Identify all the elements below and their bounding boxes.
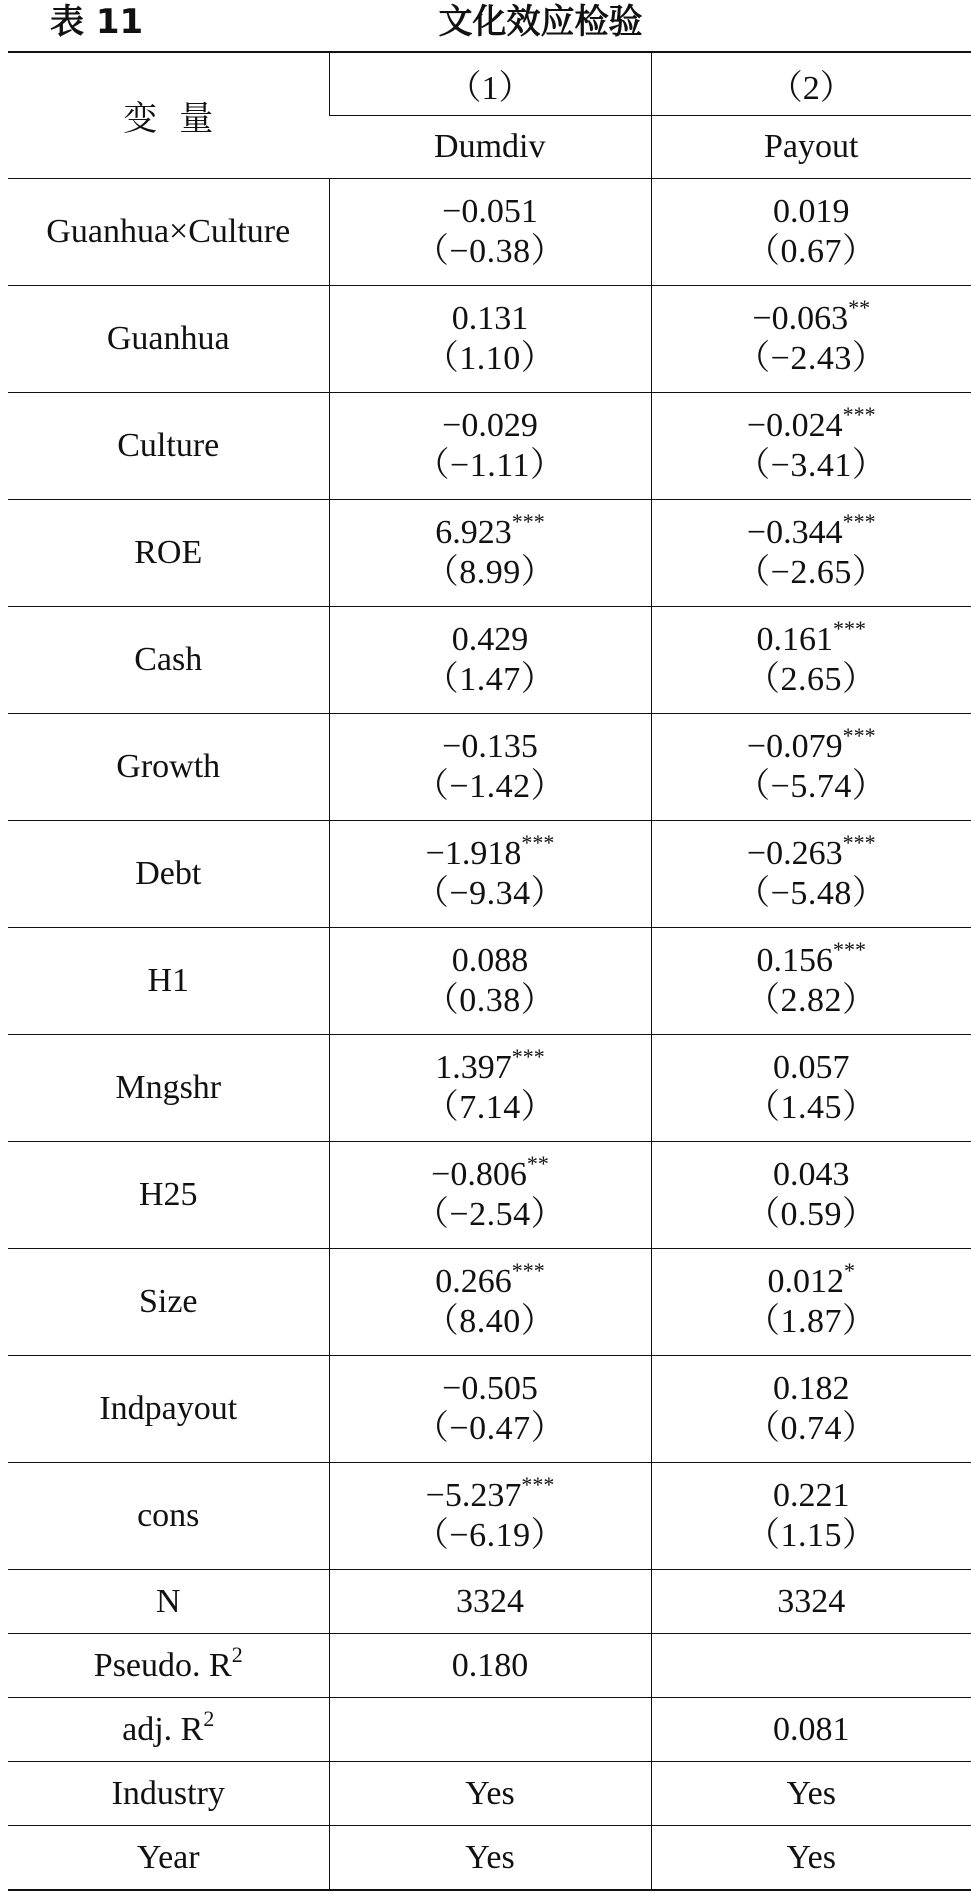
t-statistic: （1.45） bbox=[746, 1089, 877, 1126]
coefficient-line bbox=[330, 509, 651, 553]
summary-value: Yes bbox=[651, 1826, 971, 1891]
estimate-cell bbox=[651, 821, 971, 928]
t-statistic: （7.14） bbox=[424, 1089, 556, 1126]
significance-stars: *** bbox=[511, 1258, 545, 1283]
estimate-cell bbox=[651, 1142, 971, 1249]
estimate-cell bbox=[329, 714, 651, 821]
estimate-cell bbox=[651, 286, 971, 393]
coefficient-line bbox=[330, 406, 651, 446]
estimate-cell bbox=[651, 607, 971, 714]
t-statistic: （0.38） bbox=[424, 982, 556, 1019]
coefficient-line bbox=[652, 1258, 971, 1302]
coefficient-line bbox=[330, 1044, 651, 1088]
table-row bbox=[8, 1142, 971, 1249]
estimate-cell bbox=[651, 500, 971, 607]
summary-label bbox=[8, 1634, 329, 1698]
coefficient: −0.806 bbox=[431, 1156, 527, 1193]
coefficient: −0.135 bbox=[442, 728, 538, 765]
variable-header: 变量 bbox=[8, 52, 329, 179]
coefficient: −0.505 bbox=[442, 1370, 538, 1407]
summary-value: Yes bbox=[329, 1826, 651, 1891]
t-statistic: （−6.19） bbox=[414, 1517, 566, 1554]
t-statistic: （0.74） bbox=[746, 1410, 877, 1447]
coefficient-line bbox=[652, 830, 971, 874]
summary-value: Yes bbox=[651, 1762, 971, 1826]
coefficient-line bbox=[330, 727, 651, 767]
table-row bbox=[8, 1356, 971, 1463]
variable-name: cons bbox=[8, 1463, 329, 1570]
coefficient: 0.012 bbox=[767, 1263, 844, 1300]
coefficient: −0.051 bbox=[442, 193, 538, 230]
coefficient: −0.024 bbox=[746, 407, 843, 444]
table-row bbox=[8, 714, 971, 821]
table-row bbox=[8, 393, 971, 500]
t-statistic: （1.15） bbox=[746, 1517, 877, 1554]
coefficient-line bbox=[330, 830, 651, 874]
summary-label-text: Pseudo. R bbox=[93, 1646, 232, 1684]
column-number: （2） bbox=[651, 52, 971, 116]
summary-label-text: Year bbox=[136, 1838, 200, 1876]
coefficient: 1.397 bbox=[435, 1049, 512, 1086]
estimate-cell bbox=[329, 286, 651, 393]
regression-table bbox=[8, 51, 971, 1891]
table-number: 表 11 bbox=[50, 2, 144, 42]
t-statistic: （−2.65） bbox=[736, 554, 887, 591]
coefficient-line bbox=[330, 299, 651, 339]
superscript: 2 bbox=[203, 1705, 215, 1731]
coefficient: 0.131 bbox=[451, 300, 529, 337]
estimate-cell bbox=[329, 1463, 651, 1570]
variable-name: Culture bbox=[8, 393, 329, 500]
significance-stars: ** bbox=[526, 1151, 549, 1176]
summary-row bbox=[8, 1570, 971, 1634]
t-statistic: （−2.43） bbox=[736, 340, 887, 377]
coefficient-line bbox=[652, 1369, 971, 1409]
significance-stars: *** bbox=[842, 723, 876, 748]
significance-stars: *** bbox=[511, 1044, 545, 1069]
t-statistic: （−0.47） bbox=[414, 1410, 566, 1447]
summary-value bbox=[329, 1698, 651, 1762]
table-body bbox=[8, 52, 971, 1890]
table-row bbox=[8, 1463, 971, 1570]
table-title: 文化效应检验 bbox=[438, 2, 643, 42]
t-statistic: （1.10） bbox=[424, 340, 556, 377]
estimate-cell bbox=[651, 1249, 971, 1356]
coefficient: −5.237 bbox=[425, 1477, 522, 1514]
coefficient-line bbox=[652, 295, 971, 339]
estimate-cell bbox=[329, 500, 651, 607]
significance-stars: *** bbox=[521, 830, 555, 855]
estimate-cell bbox=[651, 928, 971, 1035]
variable-name: Cash bbox=[8, 607, 329, 714]
variable-name: H1 bbox=[8, 928, 329, 1035]
coefficient-line bbox=[652, 1155, 971, 1195]
coefficient: −0.029 bbox=[442, 407, 538, 444]
summary-label-text: Industry bbox=[111, 1774, 225, 1812]
coefficient-line bbox=[330, 1369, 651, 1409]
coefficient: −0.079 bbox=[746, 728, 843, 765]
estimate-cell bbox=[651, 1356, 971, 1463]
significance-stars: *** bbox=[842, 509, 876, 534]
estimate-cell bbox=[651, 1463, 971, 1570]
t-statistic: （−5.74） bbox=[736, 768, 887, 805]
table-row bbox=[8, 179, 971, 286]
dependent-variable: Payout bbox=[651, 116, 971, 179]
coefficient-line bbox=[652, 723, 971, 767]
table-row bbox=[8, 1249, 971, 1356]
summary-row bbox=[8, 1762, 971, 1826]
coefficient-line bbox=[652, 1048, 971, 1088]
variable-name: ROE bbox=[8, 500, 329, 607]
estimate-cell bbox=[329, 1249, 651, 1356]
coefficient: 0.266 bbox=[435, 1263, 512, 1300]
coefficient: 0.161 bbox=[756, 621, 833, 658]
significance-stars: *** bbox=[842, 830, 876, 855]
table-row bbox=[8, 928, 971, 1035]
coefficient-line bbox=[652, 509, 971, 553]
t-statistic: （−2.54） bbox=[414, 1196, 566, 1233]
coefficient: −0.063 bbox=[752, 300, 849, 337]
estimate-cell bbox=[329, 179, 651, 286]
t-statistic: （2.82） bbox=[746, 982, 877, 1019]
significance-stars: ** bbox=[848, 295, 871, 320]
coefficient-line bbox=[652, 1476, 971, 1516]
t-statistic: （−1.11） bbox=[415, 447, 565, 484]
estimate-cell bbox=[329, 1356, 651, 1463]
summary-row bbox=[8, 1698, 971, 1762]
t-statistic: （2.65） bbox=[746, 661, 877, 698]
t-statistic: （−3.41） bbox=[736, 447, 887, 484]
header-row-numbers bbox=[8, 52, 971, 116]
table-row bbox=[8, 1035, 971, 1142]
variable-name: Guanhua×Culture bbox=[8, 179, 329, 286]
coefficient: 0.043 bbox=[773, 1156, 850, 1193]
estimate-cell bbox=[329, 393, 651, 500]
summary-value: 0.180 bbox=[329, 1634, 651, 1698]
t-statistic: （−1.42） bbox=[414, 768, 566, 805]
column-number: （1） bbox=[329, 52, 651, 116]
summary-value: Yes bbox=[329, 1762, 651, 1826]
summary-value: 3324 bbox=[329, 1570, 651, 1634]
coefficient: 0.156 bbox=[756, 942, 833, 979]
coefficient-line bbox=[652, 616, 971, 660]
dependent-variable: Dumdiv bbox=[329, 116, 651, 179]
t-statistic: （−0.38） bbox=[414, 233, 566, 270]
variable-name: Indpayout bbox=[8, 1356, 329, 1463]
variable-name: Debt bbox=[8, 821, 329, 928]
coefficient: 0.429 bbox=[451, 621, 529, 658]
summary-label bbox=[8, 1762, 329, 1826]
summary-value: 0.081 bbox=[651, 1698, 971, 1762]
variable-name: Size bbox=[8, 1249, 329, 1356]
summary-value bbox=[651, 1634, 971, 1698]
t-statistic: （−5.48） bbox=[736, 875, 887, 912]
significance-stars: *** bbox=[833, 616, 866, 641]
summary-label bbox=[8, 1570, 329, 1634]
table-row bbox=[8, 500, 971, 607]
coefficient-line bbox=[330, 1151, 651, 1195]
summary-row bbox=[8, 1634, 971, 1698]
coefficient: 6.923 bbox=[435, 514, 512, 551]
t-statistic: （1.87） bbox=[746, 1303, 877, 1340]
table-caption bbox=[0, 0, 971, 48]
superscript: 2 bbox=[231, 1641, 243, 1667]
estimate-cell bbox=[651, 714, 971, 821]
t-statistic: （1.47） bbox=[424, 661, 556, 698]
significance-stars: *** bbox=[833, 937, 866, 962]
coefficient: 0.182 bbox=[773, 1370, 850, 1407]
coefficient-line bbox=[330, 1472, 651, 1516]
estimate-cell bbox=[651, 179, 971, 286]
variable-name: Guanhua bbox=[8, 286, 329, 393]
coefficient-line bbox=[330, 620, 651, 660]
summary-label-text: adj. R bbox=[122, 1710, 204, 1748]
summary-row bbox=[8, 1826, 971, 1891]
estimate-cell bbox=[329, 1035, 651, 1142]
estimate-cell bbox=[651, 1035, 971, 1142]
coefficient: 0.019 bbox=[773, 193, 850, 230]
summary-label bbox=[8, 1698, 329, 1762]
t-statistic: （−9.34） bbox=[414, 875, 566, 912]
summary-value: 3324 bbox=[651, 1570, 971, 1634]
significance-stars: *** bbox=[511, 509, 545, 534]
coefficient: −1.918 bbox=[425, 835, 522, 872]
table-row bbox=[8, 821, 971, 928]
coefficient-line bbox=[330, 1258, 651, 1302]
t-statistic: （0.59） bbox=[746, 1196, 877, 1233]
estimate-cell bbox=[329, 821, 651, 928]
significance-stars: * bbox=[844, 1258, 855, 1283]
estimate-cell bbox=[329, 1142, 651, 1249]
coefficient: 0.221 bbox=[773, 1477, 850, 1514]
significance-stars: *** bbox=[842, 402, 876, 427]
significance-stars: *** bbox=[521, 1472, 555, 1497]
coefficient-line bbox=[330, 941, 651, 981]
variable-name: Mngshr bbox=[8, 1035, 329, 1142]
summary-label-text: N bbox=[155, 1582, 181, 1620]
coefficient: −0.344 bbox=[746, 514, 843, 551]
coefficient-line bbox=[652, 937, 971, 981]
coefficient: 0.088 bbox=[451, 942, 529, 979]
estimate-cell bbox=[329, 607, 651, 714]
variable-name: H25 bbox=[8, 1142, 329, 1249]
summary-label bbox=[8, 1826, 329, 1891]
t-statistic: （0.67） bbox=[746, 233, 877, 270]
t-statistic: （8.40） bbox=[424, 1303, 556, 1340]
coefficient-line bbox=[652, 192, 971, 232]
table-row bbox=[8, 286, 971, 393]
coefficient-line bbox=[330, 192, 651, 232]
coefficient: −0.263 bbox=[746, 835, 843, 872]
coefficient: 0.057 bbox=[773, 1049, 850, 1086]
estimate-cell bbox=[651, 393, 971, 500]
variable-name: Growth bbox=[8, 714, 329, 821]
table-row bbox=[8, 607, 971, 714]
t-statistic: （8.99） bbox=[424, 554, 556, 591]
estimate-cell bbox=[329, 928, 651, 1035]
coefficient-line bbox=[652, 402, 971, 446]
